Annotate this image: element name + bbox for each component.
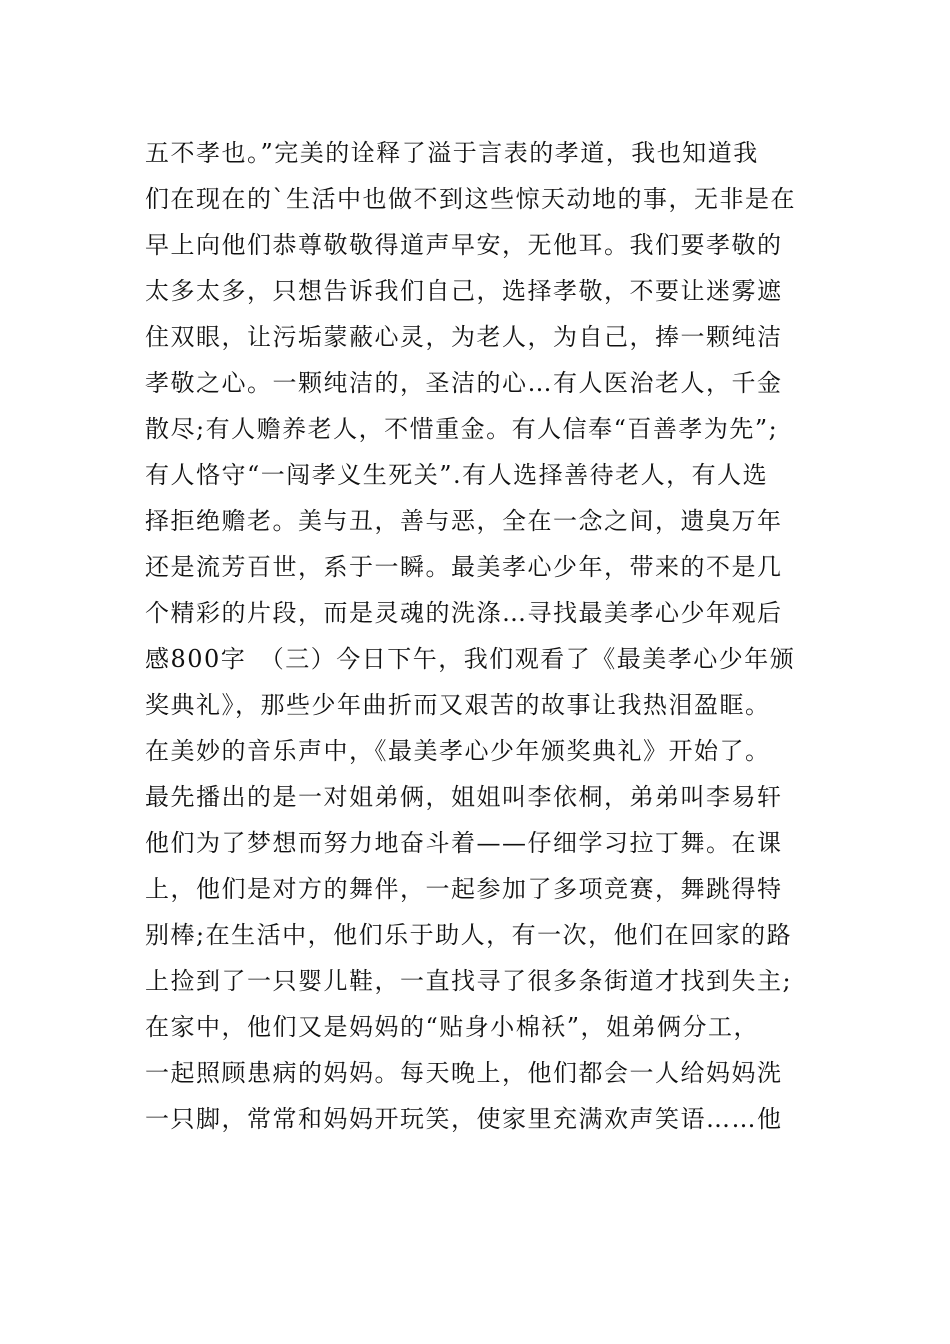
- text-line: 早上向他们恭尊敬敬得道声早安，无他耳。我们要孝敬的: [145, 231, 783, 259]
- text-line: 别棒;在生活中，他们乐于助人，有一次，他们在回家的路: [145, 921, 793, 949]
- text-line: 最先播出的是一对姐弟俩，姐姐叫李依桐，弟弟叫李易轩: [145, 783, 783, 811]
- text-line: 住双眼，让污垢蒙蔽心灵，为老人，为自己，捧一颗纯洁: [145, 323, 783, 351]
- text-line: 太多太多，只想告诉我们自己，选择孝敬，不要让迷雾遮: [145, 277, 783, 305]
- text-line: 一只脚，常常和妈妈开玩笑，使家里充满欢声笑语……他: [145, 1105, 783, 1133]
- text-line: 奖典礼》，那些少年曲折而又艰苦的故事让我热泪盈眶。: [145, 691, 771, 719]
- text-line: 有人恪守“一闯孝义生死关”.有人选择善待老人，有人选: [145, 461, 769, 489]
- text-line: 上，他们是对方的舞伴，一起参加了多项竞赛，舞跳得特: [145, 875, 783, 903]
- text-line: 择拒绝赡老。美与丑，善与恶，全在一念之间，遗臭万年: [145, 507, 783, 535]
- text-line: 感800字 （三）今日下午，我们观看了《最美孝心少年颁: [145, 645, 796, 673]
- text-line: 们在现在的`生活中也做不到这些惊天动地的事，无非是在: [145, 185, 796, 213]
- text-line: 上捡到了一只婴儿鞋，一直找寻了很多条街道才找到失主;: [145, 967, 793, 995]
- text-line: 五不孝也。”完美的诠释了溢于言表的孝道，我也知道我: [145, 139, 759, 167]
- text-line: 在家中，他们又是妈妈的“贴身小棉袄”，姐弟俩分工，: [145, 1013, 760, 1041]
- text-line: 孝敬之心。一颗纯洁的，圣洁的心…有人医治老人，千金: [145, 369, 783, 397]
- text-line: 在美妙的音乐声中，《最美孝心少年颁奖典礼》开始了。: [145, 737, 771, 765]
- body-text: [145, 130, 825, 1142]
- text-line: 散尽;有人赡养老人，不惜重金。有人信奉“百善孝为先”;: [145, 415, 779, 443]
- text-line: 他们为了梦想而努力地奋斗着——仔细学习拉丁舞。在课: [145, 829, 783, 857]
- text-line: 个精彩的片段，而是灵魂的洗涤…寻找最美孝心少年观后: [145, 599, 783, 627]
- text-line: 还是流芳百世，系于一瞬。最美孝心少年，带来的不是几: [145, 553, 783, 581]
- text-line: 一起照顾患病的妈妈。每天晚上，他们都会一人给妈妈洗: [145, 1059, 783, 1087]
